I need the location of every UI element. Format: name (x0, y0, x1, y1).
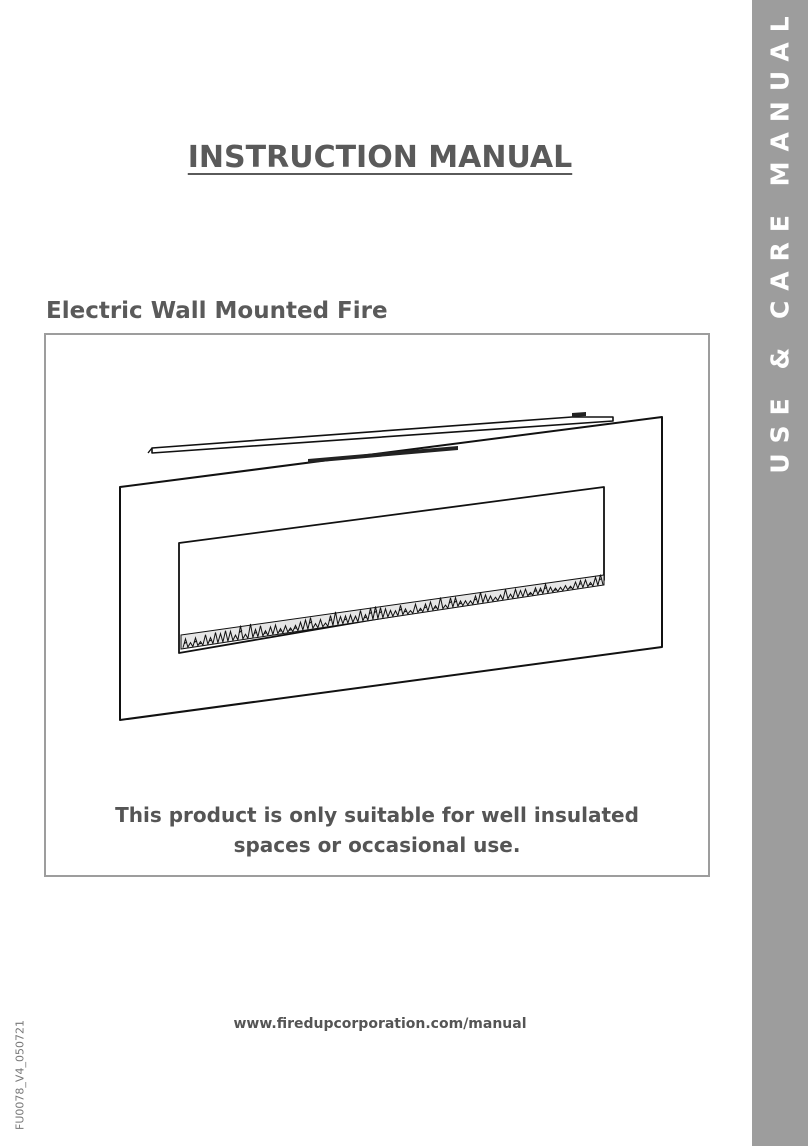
usage-notice-line-1: This product is only suitable for well insulated (115, 803, 639, 827)
document-code: FU0078_V4_050721 (13, 1020, 27, 1130)
side-banner-label: USE & CARE MANUAL (765, 6, 795, 474)
usage-notice (44, 800, 710, 860)
usage-notice-line-2: spaces or occasional use. (233, 833, 521, 857)
manual-url: www.firedupcorporation.com/manual (233, 1016, 527, 1032)
product-illustration-frame (44, 333, 710, 877)
page-title: INSTRUCTION MANUAL (187, 140, 573, 175)
fuel-bed (181, 575, 604, 649)
product-name: Electric Wall Mounted Fire (46, 298, 388, 324)
fireplace-illustration (46, 335, 708, 875)
